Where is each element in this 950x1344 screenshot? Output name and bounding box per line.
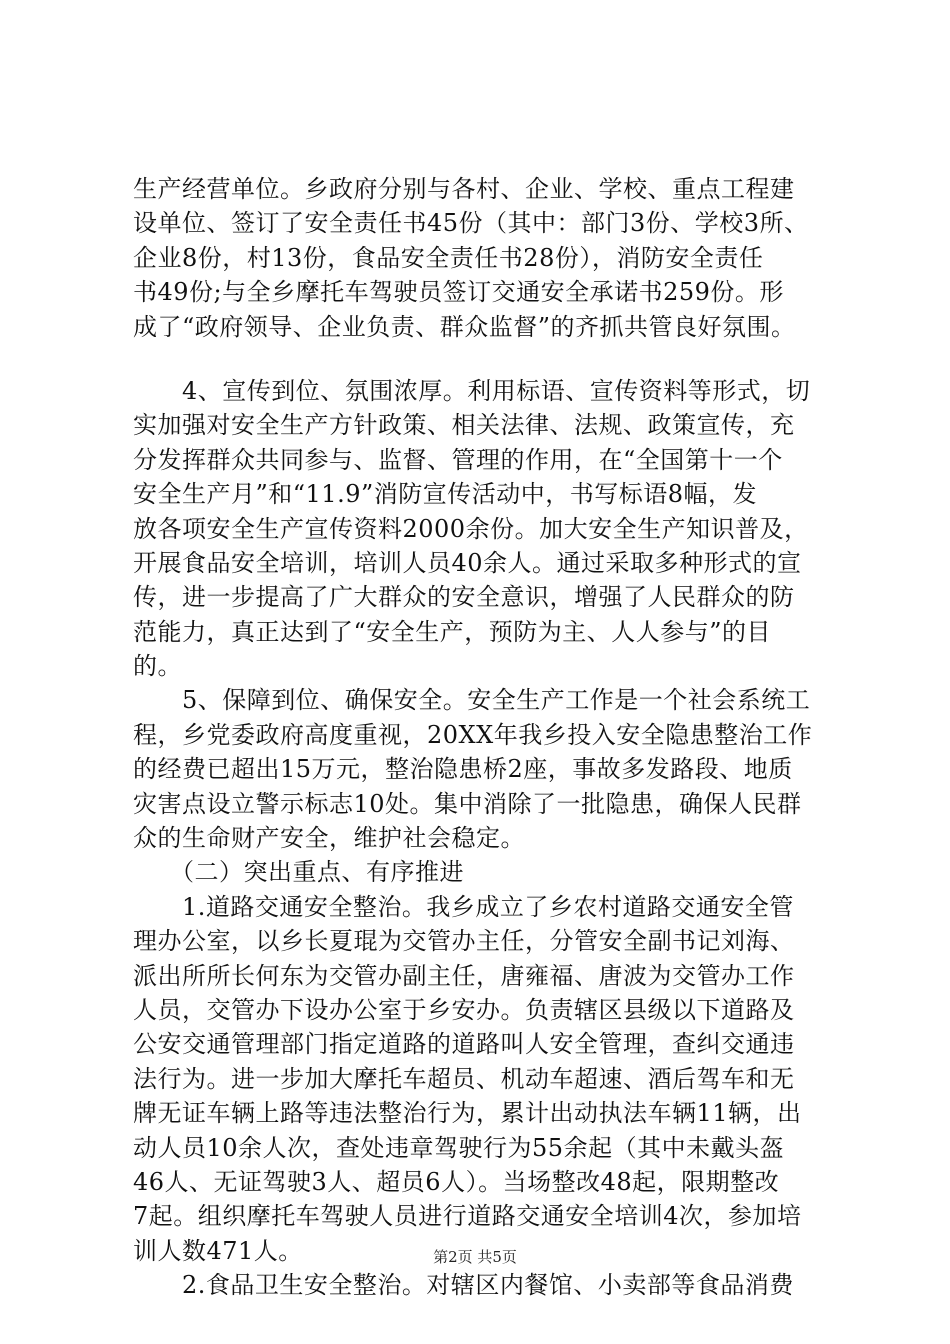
text-line: 传，进一步提高了广大群众的安全意识，增强了人民群众的防	[133, 583, 795, 612]
text-line: 46人、无证驾驶3人、超员6人）。当场整改48起，限期整改	[133, 1167, 780, 1196]
paragraph-publicity	[133, 374, 833, 684]
text-line: 程，乡党委政府高度重视，20XX年我乡投入安全隐患整治工作	[133, 720, 813, 749]
text-line: 的。	[133, 652, 182, 681]
text-line: 书49份;与全乡摩托车驾驶员签订交通安全承诺书259份。形	[133, 278, 784, 307]
text-line: 法行为。进一步加大摩托车超员、机动车超速、酒后驾车和无	[133, 1064, 795, 1093]
text-line: 放各项安全生产宣传资料2000余份。加大安全生产知识普及，	[133, 514, 809, 543]
text-line: 人员，交管办下设办公室于乡安办。负责辖区县级以下道路及	[133, 995, 795, 1024]
text-line: 实加强对安全生产方针政策、相关法律、法规、政策宣传，充	[133, 411, 795, 440]
text-line: 安全生产月”和“11.9”消防宣传活动中，书写标语8幅，发	[133, 480, 758, 509]
text-line: 成了“政府领导、企业负责、群众监督”的齐抓共管良好氛围。	[133, 312, 796, 341]
text-line: 1.道路交通安全整治。我乡成立了乡农村道路交通安全管	[133, 892, 794, 921]
text-line: 生产经营单位。乡政府分别与各村、企业、学校、重点工程建	[133, 175, 795, 203]
text-line: 2.食品卫生安全整治。对辖区内餐馆、小卖部等食品消费	[133, 1271, 794, 1300]
text-line: 灾害点设立警示标志10处。集中消除了一批隐患，确保人民群	[133, 789, 802, 818]
text-line: 7起。组织摩托车驾驶人员进行道路交通安全培训4次，参加培	[133, 1202, 802, 1231]
text-line: 设单位、签订了安全责任书45份（其中：部门3份、学校3所、	[133, 209, 809, 238]
paragraph-food-safety	[133, 1268, 833, 1302]
text-line: 公安交通管理部门指定道路的道路叫人安全管理，查纠交通违	[133, 1030, 795, 1059]
page-number-footer: 第2页 共5页	[433, 1248, 517, 1266]
text-line: 4、宣传到位、氛围浓厚。利用标语、宣传资料等形式，切	[133, 376, 811, 405]
text-line: 分发挥群众共同参与、监督、管理的作用，在“全国第十一个	[133, 445, 783, 474]
paragraph-gap	[133, 344, 833, 374]
text-line: 动人员10余人次，查处违章驾驶行为55余起（其中未戴头盔	[133, 1133, 785, 1162]
text-line: 的经费已超出15万元，整治隐患桥2座，事故多发路段、地质	[133, 755, 793, 784]
text-line: 范能力，真正达到了“安全生产，预防为主、人人参与”的目	[133, 617, 772, 646]
paragraph-safeguard	[133, 683, 833, 855]
text-line: 训人数471人。	[133, 1236, 303, 1265]
text-line: 理办公室，以乡长夏琨为交管办主任，分管安全副书记刘海、	[133, 927, 795, 956]
text-line: 牌无证车辆上路等违法整治行为，累计出动执法车辆11辆，出	[133, 1099, 802, 1128]
text-line: 企业8份，村13份，食品安全责任书28份），消防安全责任	[133, 243, 764, 272]
text-line: 派出所所长何东为交管办副主任，唐雍福、唐波为交管办工作	[133, 961, 795, 990]
document-body	[133, 172, 833, 1303]
paragraph-traffic-safety	[133, 890, 833, 1268]
text-line: 5、保障到位、确保安全。安全生产工作是一个社会系统工	[133, 686, 811, 715]
section-heading: （二）突出重点、有序推进	[133, 858, 464, 887]
paragraph-responsibility	[133, 172, 833, 344]
text-line: 开展食品安全培训，培训人员40余人。通过采取多种形式的宣	[133, 548, 802, 577]
text-line: 众的生命财产安全，维护社会稳定。	[133, 824, 525, 853]
